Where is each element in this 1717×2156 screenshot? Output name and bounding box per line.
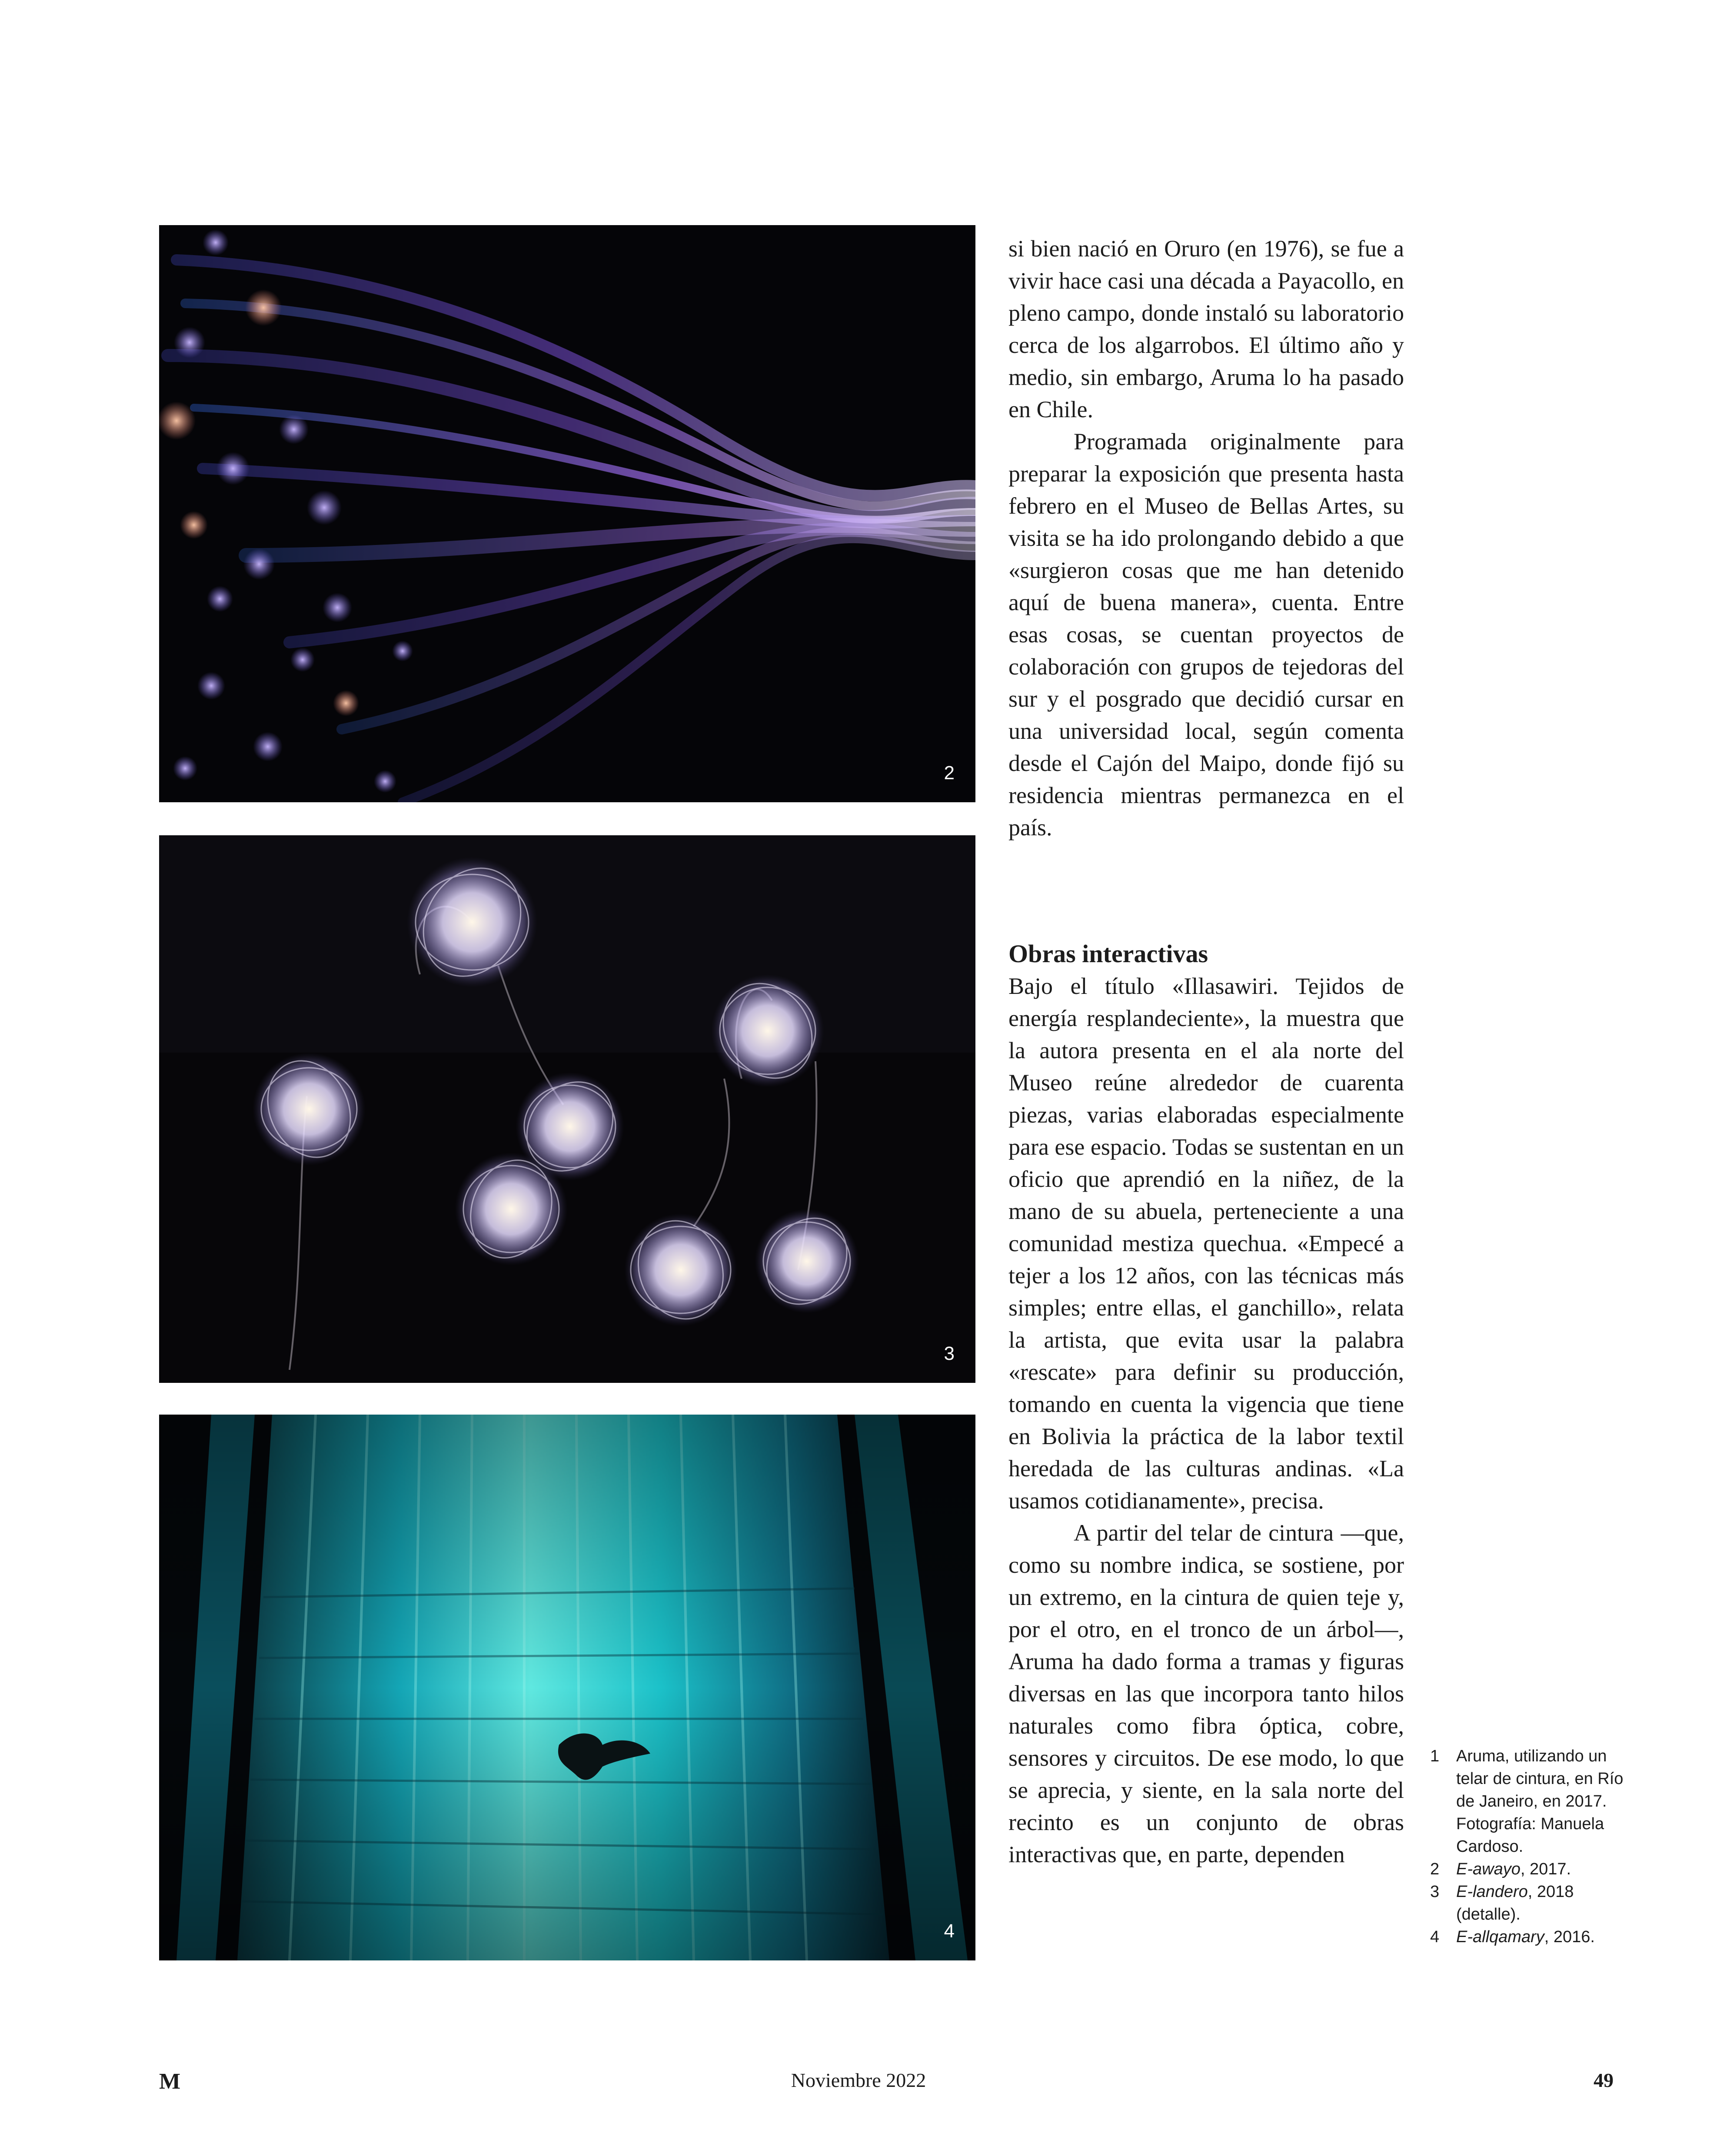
teal-textile-image: [159, 1415, 975, 1960]
body-paragraph: A partir del telar de cintura —que, como su nombre indica, se sostiene, por un extremo, en la cintura de quien teje y, por el otro, en el tronco de un árbol—, Aruma ha dado forma a tramas y figuras diversas en las que incorpora tanto hilos naturales como fibra óptica, cobre, sensores y circuitos. De ese modo, lo que se aprecia, y siente, en la sala norte del recinto es un conjunto de obras interactivas que, en parte, dependen: [1008, 1520, 1404, 1867]
caption-title: E-allqamary: [1456, 1928, 1544, 1946]
photo-captions: [1430, 1745, 1630, 1948]
caption-text: , 2018 (detalle).: [1456, 1883, 1574, 1923]
caption-number: 4: [1430, 1928, 1440, 1946]
caption-item: [1430, 1745, 1630, 1858]
body-paragraph: Bajo el título «Illasawiri. Tejidos de energía resplandeciente», la muestra que la autora presenta en el ala norte del Museo reúne alrededor de cuarenta piezas, varias elaboradas especialmente para ese espacio. Todas se sustentan en un oficio que aprendió en la niñez, de la mano de su abuela, perteneciente a una comunidad mestiza quechua. «Empecé a tejer a los 12 años, con las técnicas más simples; entre ellas, el ganchillo», relata la artista, que evita usar la palabra «rescate» para definir su producción, tomando en cuenta la vigencia que tiene en Bolivia la práctica de la labor textil heredada de las culturas andinas. «La usamos cotidianamente», precisa.: [1008, 973, 1404, 1514]
section-subhead: Obras interactivas: [1008, 940, 1208, 968]
caption-text: , 2017.: [1520, 1860, 1571, 1878]
photo-number: 4: [944, 1920, 955, 1942]
magazine-logo: M: [159, 2069, 181, 2094]
artwork-photo-e-awayo: [159, 225, 975, 802]
article-body-bottom: [1008, 938, 1404, 1870]
caption-item: [1430, 1926, 1630, 1948]
caption-title: E-awayo: [1456, 1860, 1521, 1878]
footer-date: Noviembre 2022: [791, 2069, 926, 2091]
caption-number: 2: [1430, 1860, 1440, 1878]
page-number: 49: [1594, 2069, 1614, 2091]
caption-item: [1430, 1858, 1630, 1880]
caption-text: , 2016.: [1544, 1928, 1595, 1946]
article-body-top: [1008, 233, 1404, 844]
body-paragraph: Programada originalmente para preparar la exposición que presenta hasta febrero en el Museo de Bellas Artes, su visita se ha ido prolongando debido a que «surgieron cosas que me han detenido aquí de buena manera», cuenta. Entre esas cosas, se cuentan proyectos de colaboración con grupos de tejedoras del sur y el posgrado que decidió cursar en una universidad local, según comenta desde el Cajón del Maipo, donde fijó su residencia mientras permanezca en el país.: [1008, 429, 1404, 840]
glowing-spheres-image: [159, 835, 975, 1383]
fiber-wave-image: [159, 225, 975, 802]
caption-text: Aruma, utilizando un telar de cintura, en Río de Janeiro, en 2017. Fotografía: Manuela Cardoso.: [1456, 1747, 1624, 1856]
photo-number: 3: [944, 1343, 955, 1364]
body-paragraph: si bien nació en Oruro (en 1976), se fue a vivir hace casi una década a Payacollo, en pleno campo, donde instaló su laboratorio cerca de los algarrobos. El último año y medio, sin embargo, Aruma lo ha pasado en Chile.: [1008, 236, 1404, 422]
caption-title: E-landero: [1456, 1883, 1528, 1901]
caption-number: 1: [1430, 1747, 1440, 1765]
caption-number: 3: [1430, 1883, 1440, 1901]
photo-number: 2: [944, 762, 955, 784]
artwork-photo-e-allqamary: [159, 1415, 975, 1960]
caption-item: [1430, 1880, 1630, 1926]
artwork-photo-e-landero: [159, 835, 975, 1383]
